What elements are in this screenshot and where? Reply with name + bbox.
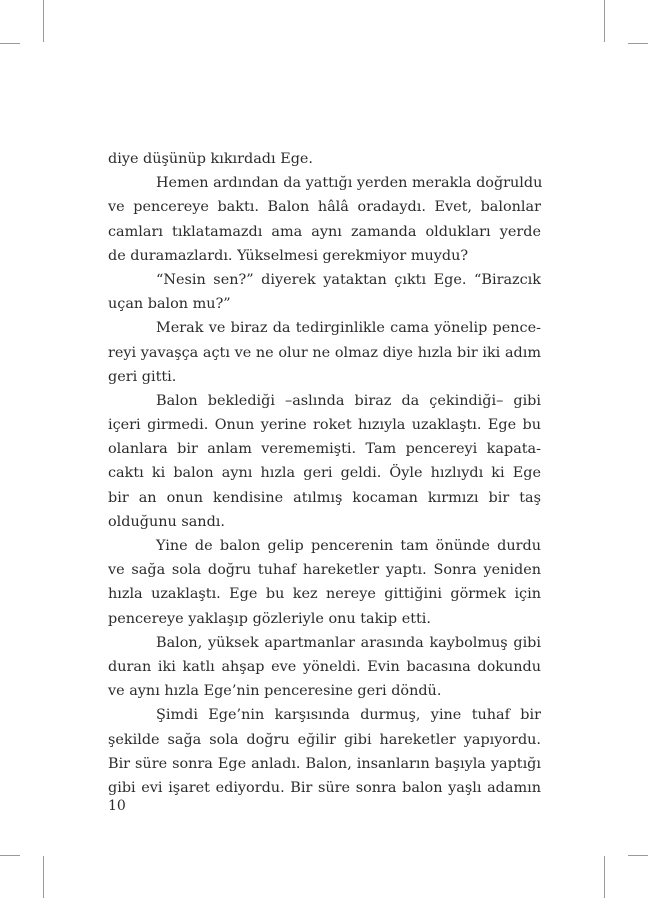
text-line: ve pencereye baktı. Balon hâlâ oradaydı. Evet, balonlar — [108, 199, 541, 216]
text-line: caktı ki balon aynı hızla geri geldi. Öyle hızlıydı ki Ege — [108, 465, 541, 482]
crop-mark-top-left-vertical — [43, 0, 44, 42]
text-line: “Nesin sen?” diyerek yataktan çıktı Ege. “Birazcık — [156, 271, 541, 288]
text-line: reyi yavaşça açtı ve ne olur ne olmaz diye hızla bir iki adım — [108, 344, 541, 361]
page-number: 10 — [108, 798, 126, 814]
text-line: geri gitti. — [108, 368, 177, 385]
text-line: pencereye yaklaşıp gözleriyle onu takip etti. — [108, 610, 431, 627]
text-line: Balon, yüksek apartmanlar arasında kaybolmuş gibi — [156, 634, 541, 651]
crop-mark-bottom-right-vertical — [604, 856, 605, 898]
text-line: ve sağa sola doğru tuhaf hareketler yaptı. Sonra yeniden — [108, 562, 541, 579]
text-line: camları tıklatamazdı ama aynı zamanda oldukları yerde — [108, 223, 541, 240]
text-line: şekilde sağa sola doğru eğilir gibi hareketler yapıyordu. — [108, 731, 541, 748]
text-line: ve aynı hızla Ege’nin penceresine geri döndü. — [108, 683, 442, 700]
crop-mark-top-right-vertical — [604, 0, 605, 42]
text-line: Hemen ardından da yattığı yerden merakla doğruldu — [156, 175, 543, 192]
crop-mark-bottom-left-horizontal — [0, 855, 20, 856]
text-line: Bir süre sonra Ege anladı. Balon, insanların başıyla yaptığı — [108, 755, 541, 772]
crop-mark-top-right-horizontal — [628, 43, 648, 44]
crop-mark-bottom-left-vertical — [43, 856, 44, 898]
body-text — [108, 147, 541, 800]
text-line: Merak ve biraz da tedirginlikle cama yönelip pence- — [156, 320, 541, 337]
text-line: duran iki katlı ahşap eve yöneldi. Evin bacasına dokundu — [108, 658, 541, 675]
text-line: diye düşünüp kıkırdadı Ege. — [108, 151, 314, 167]
text-line: gibi evi işaret ediyordu. Bir süre sonra balon yaşlı adamın — [108, 779, 541, 796]
crop-mark-bottom-right-horizontal — [628, 855, 648, 856]
text-line: olanlara bir anlam verememişti. Tam pencereyi kapata- — [108, 441, 541, 458]
text-line: uçan balon mu?” — [108, 296, 231, 313]
text-line: de duramazlardı. Yükselmesi gerekmiyor muydu? — [108, 247, 469, 264]
text-line: bir an onun kendisine atılmış kocaman kırmızı bir taş — [108, 489, 541, 506]
text-line: Yine de balon gelip pencerenin tam önünde durdu — [156, 538, 541, 554]
text-line: Şimdi Ege’nin karşısında durmuş, yine tuhaf bir — [156, 707, 541, 724]
text-line: içeri girmedi. Onun yerine roket hızıyla uzaklaştı. Ege bu — [108, 417, 541, 434]
text-line: Balon beklediği –aslında biraz da çekindiği– gibi — [156, 392, 541, 409]
crop-mark-top-left-horizontal — [0, 43, 20, 44]
text-line: hızla uzaklaştı. Ege bu kez nereye gittiğini görmek için — [108, 586, 541, 603]
text-line: olduğunu sandı. — [108, 513, 225, 530]
